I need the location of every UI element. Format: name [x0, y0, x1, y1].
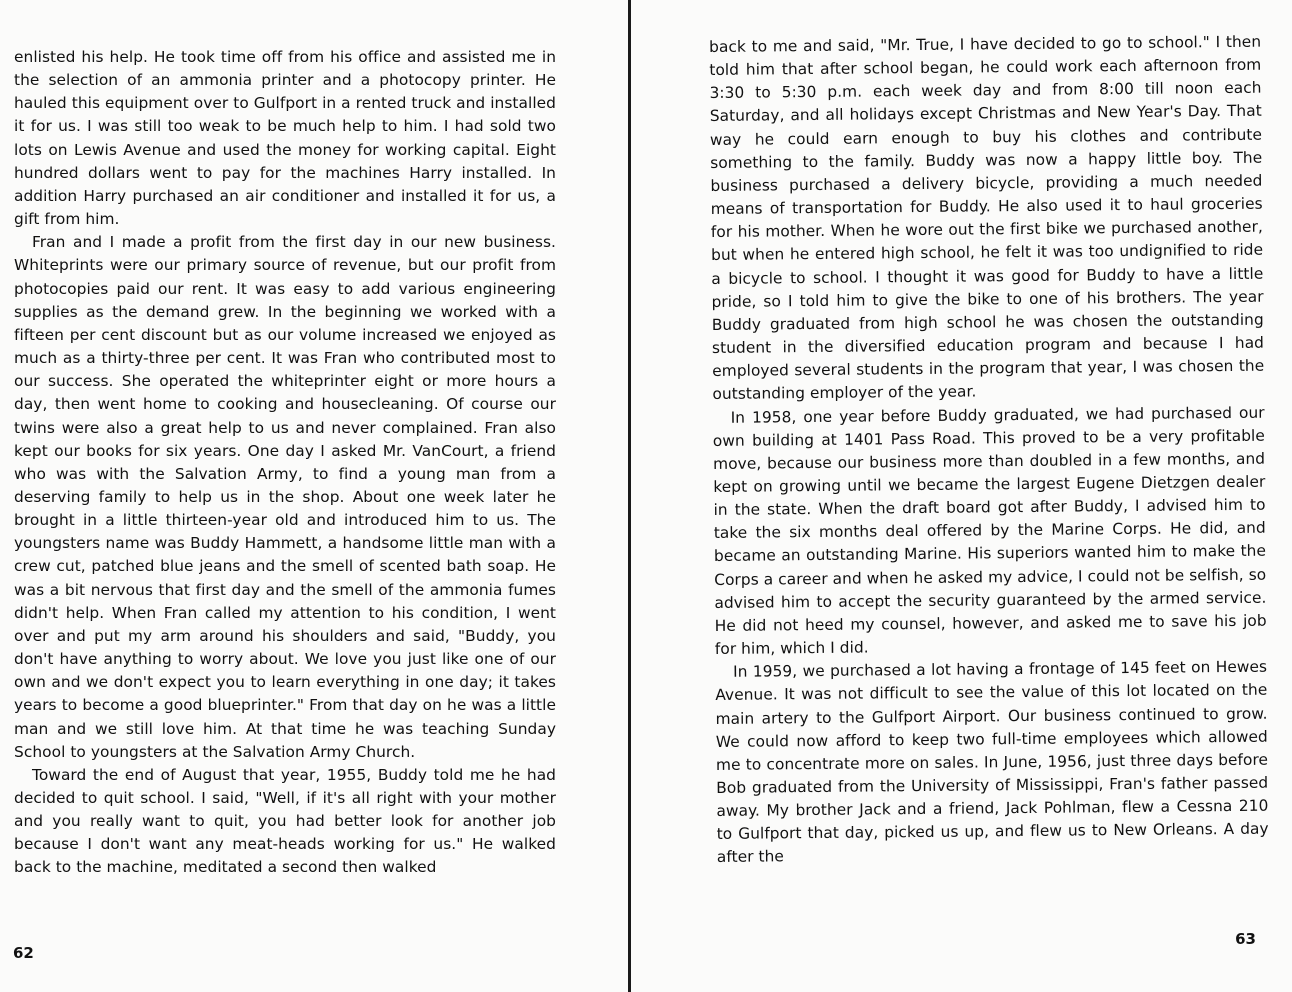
left-page-text: [14, 46, 556, 880]
paragraph: Fran and I made a profit from the first day in our new business. Whiteprints were our primary source of revenue, but our profit from photocopies paid our rent. It was easy to add various engineering supplies as the demand grew. In the beginning we worked with a fifteen per cent discount but as our volume increased we enjoyed as much as a thirty-three per cent. It was Fran who contributed most to our success. She operated the whiteprinter eight or more hours a day, then went home to cooking and housecleaning. Of course our twins were also a great help to us and never complained. Fran also kept our books for six years. One day I asked Mr. VanCourt, a friend who was with the Salvation Army, to find a young man from a deserving family to help us in the shop. About one week later he brought in a little thirteen-year old and introduced him to us. The youngsters name was Buddy Hammett, a handsome little man with a crew cut, patched blue jeans and the smell of scented bath soap. He was a bit nervous that first day and the smell of the ammonia fumes didn't help. When Fran called my attention to his condition, I went over and put my arm around his shoulders and said, "Buddy, you don't have anything to worry about. We love you just like one of our own and we don't expect you to learn everything in one day; it takes years to become a good blueprinter." From that day on he was a little man and we still love him. At that time he was teaching Sunday School to youngsters at the Salvation Army Church.: [14, 233, 556, 761]
paragraph: back to me and said, "Mr. True, I have decided to go to school." I then told him that after school began, he could work each afternoon from 3:30 to 5:30 p.m. each week day and from 8:00 till noon each Saturday, and all holidays except Christmas and New Year's Day. That way he could earn enough to buy his clothes and contribute something to the family. Buddy was now a happy little boy. The business purchased a delivery bicycle, providing a much needed means of transportation for Buddy. He also used it to haul groceries for his mother. When he wore out the first bike we purchased another, but when he entered high school, he felt it was too undignified to ride a bicycle to school. I thought it was good for Buddy to have a little pride, so I told him to give the bike to one of his brothers. The year Buddy graduated from high school he was chosen the outstanding student in the diversified education program and because I had employed several students in the program that year, I was chosen the outstanding employer of the year.: [709, 32, 1265, 404]
paragraph: In 1958, one year before Buddy graduated, we had purchased our own building at 1401 Pass Road. This proved to be a very profitable move, because our business more than doubled in a few months, and kept on growing until we became the largest Eugene Dietzgen dealer in the state. When the draft board got after Buddy, I advised him to take the six months deal offered by the Marine Corps. He did, and became an outstanding Marine. His superiors wanted him to make the Corps a career and when he asked my advice, I could not be selfish, so advised him to accept the security guaranteed by the armed service. He did not heed my counsel, however, and asked me to save his job for him, which I did.: [712, 403, 1267, 659]
paragraph: enlisted his help. He took time off from his office and assisted me in the selection of an ammonia printer and a photocopy printer. He hauled this equipment over to Gulfport in a rented truck and installed it for us. I was still too weak to be much help to him. I had sold two lots on Lewis Avenue and used the money for working capital. Eight hundred dollars went to pay for the machines Harry installed. In addition Harry purchased an air conditioner and installed it for us, a gift from him.: [14, 48, 556, 229]
paragraph: Toward the end of August that year, 1955, Buddy told me he had decided to quit school. I said, "Well, if it's all right with your mother and you really want to quit, you had better look for another job because I don't want any meat-heads working for us." He walked back to the machine, meditated a second then walked: [14, 765, 556, 877]
paragraph: In 1959, we purchased a lot having a frontage of 145 feet on Hewes Avenue. It was not difficult to see the value of this lot located on the main artery to the Gulfport Airport. Our business continued to grow. We could now afford to keep two full-time employees which allowed me to concentrate more on sales. In June, 1956, just three days before Bob graduated from the University of Mississippi, Fran's father passed away. My brother Jack and a friend, Jack Pohlman, flew a Cessna 210 to Gulfport that day, picked us up, and flew us to New Orleans. A day after the: [715, 657, 1269, 867]
page-number: 63: [1235, 930, 1256, 948]
page-number: 62: [13, 944, 34, 962]
right-page-text: [709, 31, 1269, 870]
left-page: [0, 0, 628, 992]
right-page: [631, 0, 1292, 992]
